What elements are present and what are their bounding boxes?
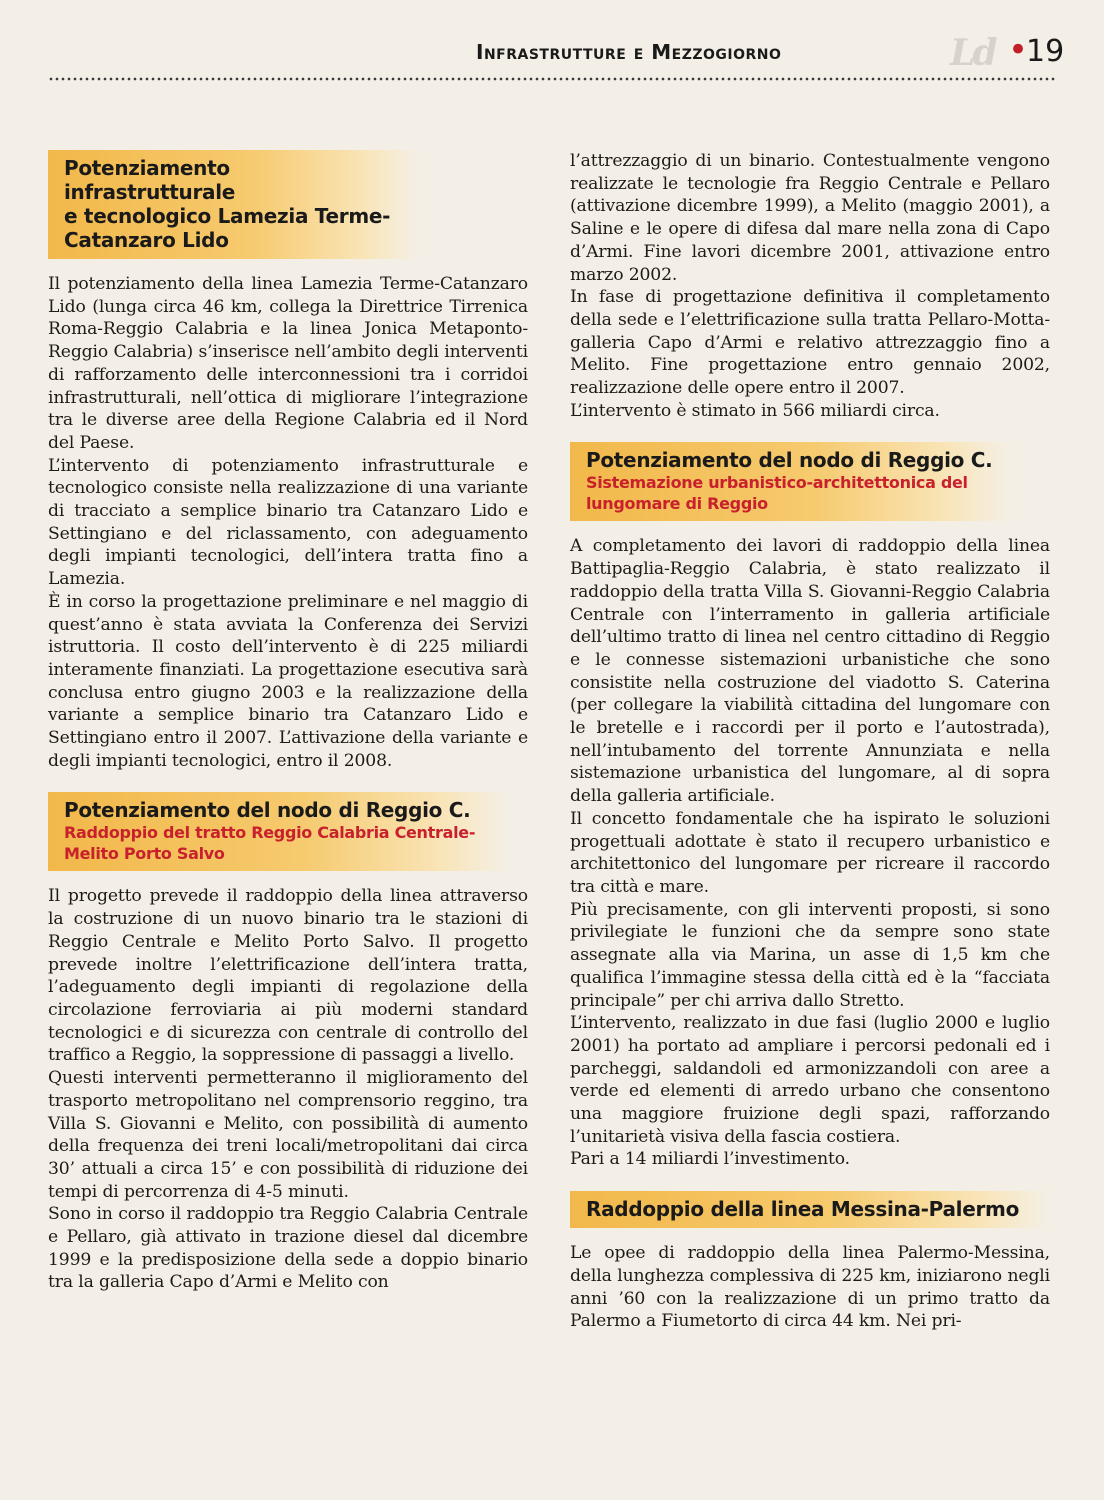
heading-subtitle: Melito Porto Salvo (64, 844, 225, 864)
heading-line: Catanzaro Lido (64, 228, 229, 252)
bullet-icon: • (1008, 30, 1029, 70)
heading-title: Raddoppio della linea Messina-Palermo (586, 1197, 1020, 1222)
page-number: 19 (1026, 34, 1065, 69)
running-head: Infrastrutture e Mezzogiorno (476, 40, 782, 64)
paragraph: Il progetto prevede il raddoppio della linea attraverso la costruzione di un nuovo binario tra le stazioni di Reggio Centrale e Melito Porto Salvo. Il progetto prevede inoltre l’elettrificazione dell’intera tratta, l’adeguamento degli impianti di regolazione della circolazione ferroviaria ai più moderni standard tecnologici e di sicurezza con centrale di controllo del traffico a Reggio, la soppressione di passaggi a livello. (48, 886, 528, 1066)
heading-line: Potenziamento infrastrutturale (64, 156, 236, 204)
paragraph: L’intervento, realizzato in due fasi (luglio 2000 e luglio 2001) ha portato ad ampliare i percorsi pedonali ed i parcheggi, saldandoli ed armonizzandoli con aree a verde ed elementi di arredo urbano che consentono una maggiore fruizione degli spazi, rafforzando l’unitarietà visiva della fascia costiera. (570, 1013, 1050, 1147)
paragraph: È in corso la progettazione preliminare e nel maggio di quest’anno è stata avviata la Conferenza dei Servizi istruttoria. Il costo dell’intervento è di 225 miliardi interamente finanziati. La progettazione esecutiva sarà conclusa entro giugno 2003 e la realizzazione della variante a semplice binario tra Catanzaro Lido e Settingiano entro il 2007. L’attivazione della variante e degli impianti tecnologici, entro il 2008. (48, 591, 528, 771)
paragraph: Pari a 14 miliardi l’investimento. (570, 1149, 850, 1170)
paragraph: In fase di progettazione definitiva il completamento della sede e l’elettrificazione sulla tratta Pellaro-Motta-galleria Capo d’Armi e relativo attrezzaggio fino a Melito. Fine progettazione entro gennaio 2002, realizzazione delle opere entro il 2007. (570, 287, 1050, 399)
heading-subtitle: Sistemazione urbanistico-architettonica del (586, 473, 968, 493)
heading-subtitle: Raddoppio del tratto Reggio Calabria Centrale- (64, 823, 476, 843)
section-heading-reggio-melito (48, 792, 508, 871)
heading-line: e tecnologico Lamezia Terme- (64, 204, 391, 228)
heading-title: Potenziamento del nodo di Reggio C. (64, 798, 471, 823)
magazine-logo: Ld (950, 32, 995, 74)
paragraph: Sono in corso il raddoppio tra Reggio Calabria Centrale e Pellaro, già attivato in trazione diesel dal dicembre 1999 e la predisposizione della sede a doppio binario tra la galleria Capo d’Armi e Melito con (48, 1204, 528, 1293)
heading-subtitle: lungomare di Reggio (586, 494, 768, 514)
paragraph: Più precisamente, con gli interventi proposti, si sono privilegiate le funzioni che da sempre sono state assegnate alla via Marina, un asse di 1,5 km che qualifica l’immagine stessa della città ed è la “facciata principale” per chi arriva dallo Stretto. (570, 899, 1050, 1011)
paragraph: L’intervento di potenziamento infrastrutturale e tecnologico consiste nella realizzazione di una variante di tracciato a semplice binario tra Catanzaro Lido e Settingiano e del riclassamento, con adeguamento degli impianti tecnologici, dell’intera tratta fino a Lamezia. (48, 455, 528, 590)
paragraph: L’intervento è stimato in 566 miliardi circa. (570, 400, 940, 421)
paragraph: A completamento dei lavori di raddoppio della linea Battipaglia-Reggio Calabria, è stato realizzato il raddoppio della tratta Villa S. Giovanni-Reggio Calabria Centrale con l’interramento in galleria artificiale dell’ultimo tratto di linea nel centro cittadino di Reggio e le connesse sistemazioni urbanistiche che sono consistite nella costruzione del viadotto S. Caterina (per collegare la viabilità cittadina del lungomare con le bretelle e i raccordi per il porto e l’autostrada), nell’intubamento del torrente Annunziata e nella sistemazione urbanistica del lungomare, al di sopra della galleria artificiale. (570, 536, 1050, 807)
paragraph: Il concetto fondamentale che ha ispirato le soluzioni progettuali adottate è stato il recupero urbanistico e architettonico del lungomare per ricreare il raccordo tra città e mare. (570, 808, 1050, 897)
page-header (48, 30, 1065, 74)
paragraph: Le opee di raddoppio della linea Palermo-Messina, della lunghezza complessiva di 225 km, iniziarono negli anni ’60 con la realizzazione di un primo tratto da Palermo a Fiumetorto di circa 44 km. Nei pri- (570, 1243, 1050, 1332)
section-heading-lungomare (570, 442, 1010, 521)
section-heading-messina-palermo (570, 1191, 1050, 1228)
paragraph: Il potenziamento della linea Lamezia Terme-Catanzaro Lido (lunga circa 46 km, collega la Direttrice Tirrenica Roma-Reggio Calabria e la linea Jonica Metaponto-Reggio Calabria) s’inserisce nell’ambito degli interventi di rafforzamento delle interconnessioni tra i corridoi infrastrutturali, nell’ottica di migliorare l’integrazione tra le diverse aree della Regione Calabria ed il Nord del Paese. (48, 274, 528, 453)
section-heading-lamezia (48, 150, 418, 259)
heading-title: Potenziamento del nodo di Reggio C. (586, 448, 993, 473)
right-column (570, 150, 1050, 1333)
left-column (48, 150, 528, 1294)
dotted-rule (48, 76, 1056, 82)
paragraph: Questi interventi permetteranno il miglioramento del trasporto metropolitano nel comprensorio reggino, tra Villa S. Giovanni e Melito, con possibilità di aumento della frequenza dei treni locali/metropolitani dai circa 30’ attuali a circa 15’ e con possibilità di riduzione dei tempi di percorrenza di 4-5 minuti. (48, 1068, 528, 1202)
paragraph: l’attrezzaggio di un binario. Contestualmente vengono realizzate le tecnologie fra Reggio Centrale e Pellaro (attivazione dicembre 1999), a Melito (maggio 2001), a Saline e le opere di difesa dal mare nella zona di Capo d’Armi. Fine lavori dicembre 2001, attivazione entro marzo 2002. (570, 151, 1050, 285)
